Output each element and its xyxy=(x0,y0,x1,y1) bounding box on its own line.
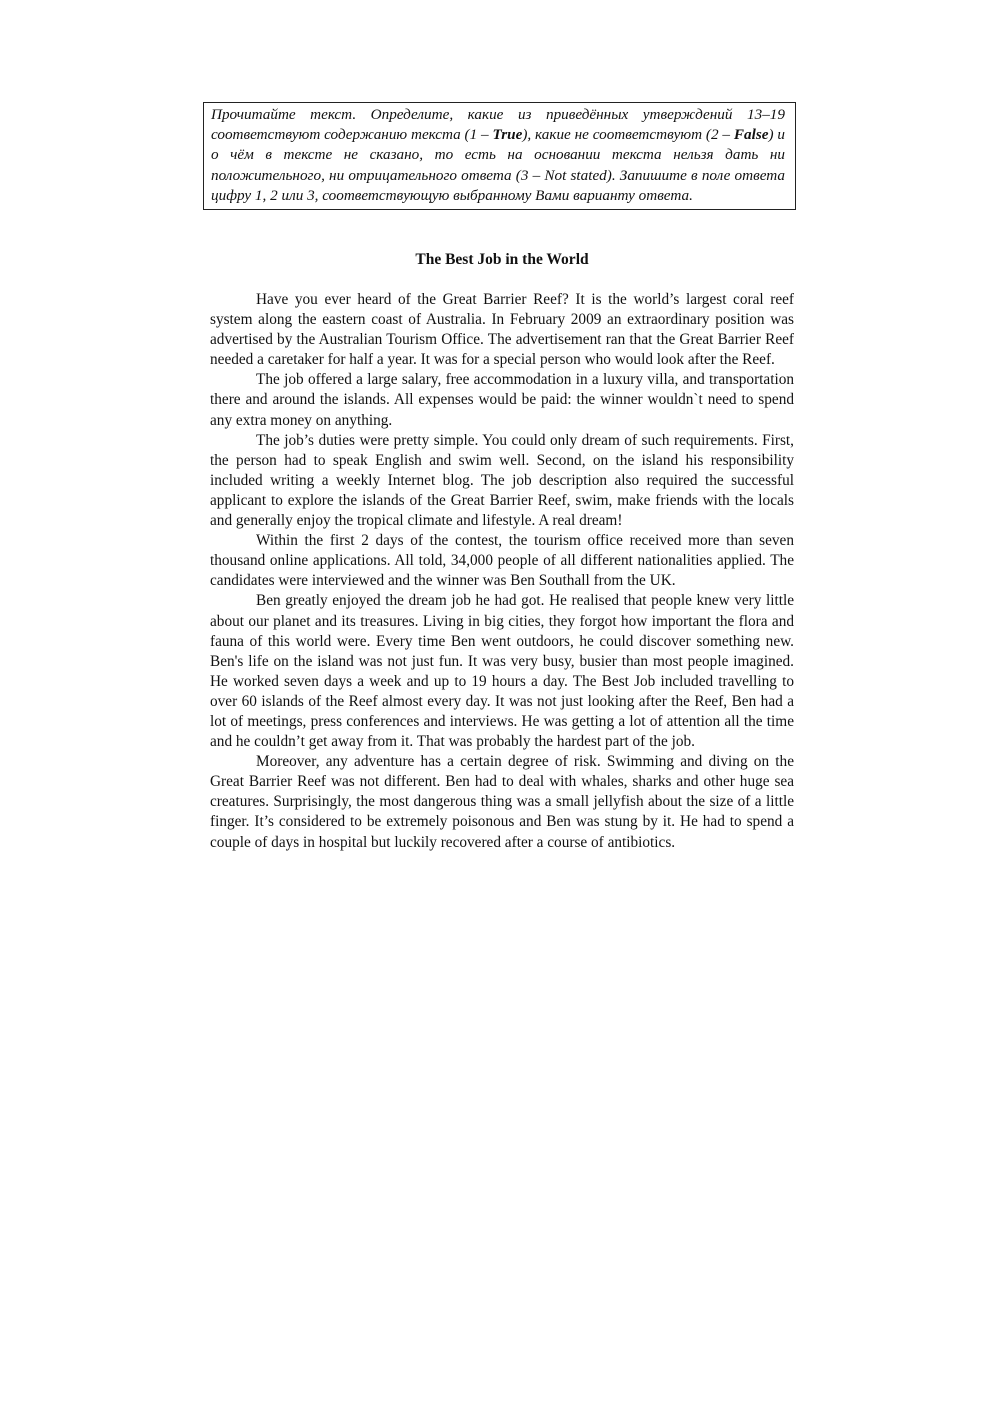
instruction-false-word: False xyxy=(733,126,769,144)
paragraph: Have you ever heard of the Great Barrier Reef? It is the world’s largest coral reef system along the eastern coast of Australia. In February 2009 an extraordinary position was advertised by the Australian Tourism Office. The advertisement ran that the Great Barrier Reef needed a caretaker for half a year. It was for a special person who would look after the Reef. xyxy=(210,291,794,369)
article-body xyxy=(210,290,794,853)
article-title: The Best Job in the World xyxy=(415,251,589,268)
paragraph: The job offered a large salary, free accommodation in a luxury villa, and transportation there and around the islands. All expenses would be paid: the winner wouldn`t need to spend any extra money on anything. xyxy=(210,371,794,429)
paragraph: The job’s duties were pretty simple. You could only dream of such requirements. First, the person had to speak English and swim well. Second, on the island his responsibility included writing a weekly Internet blog. The job description also required the successful applicant to explore the islands of the Great Barrier Reef, swim, make friends with the locals and generally enjoy the tropical climate and lifestyle. A real dream! xyxy=(210,431,794,530)
paragraph: Within the first 2 days of the contest, the tourism office received more than seven thousand online applications. All told, 34,000 people of all different nationalities applied. The candidates were interviewed and the winner was Ben Southall from the UK. xyxy=(210,532,794,590)
instruction-text: ). Запишите в поле ответа цифру 1, 2 или 3, соответствующую выбранному Вами варианту ответа. xyxy=(211,166,785,204)
instruction-text: Прочитайте текст. Определите, какие из приведённых утверждений 13–19 соответствуют содержанию текста (1 – xyxy=(211,106,785,144)
paragraph: Ben greatly enjoyed the dream job he had got. He realised that people knew very little about our planet and its treasures. Living in big cities, they forgot how important the flora and fauna of this world were. Every time Ben went outdoors, he could discover something new. Ben's life on the island was not just fun. It was very busy, busier than most people imagined. He worked seven days a week and up to 19 hours a day. The Best Job included travelling to over 60 islands of the Reef almost every day. It was not just looking after the Reef, Ben had a lot of meetings, press conferences and interviews. He was getting a lot of attention all the time and he couldn’t get away from it. That was probably the hardest part of the job. xyxy=(210,592,794,751)
instruction-true-word: True xyxy=(492,126,523,144)
paragraph: Moreover, any adventure has a certain degree of risk. Swimming and diving on the Great Barrier Reef was not different. Ben had to deal with whales, sharks and other huge sea creatures. Surprisingly, the most dangerous thing was a small jellyfish about the size of a little finger. It’s considered to be extremely poisonous and Ben was stung by it. He had to spend a couple of days in hospital but luckily recovered after a course of antibiotics. xyxy=(210,753,794,851)
instruction-not-stated-word: Not stated xyxy=(544,166,607,184)
instruction-box xyxy=(203,102,796,210)
instruction-text: ), какие не соответствуют (2 – xyxy=(522,126,734,144)
instruction-text: ) и о чём в тексте не сказано, то есть на основании текста нельзя дать ни положительного, ни отрицательного ответа (3 – xyxy=(211,126,786,184)
